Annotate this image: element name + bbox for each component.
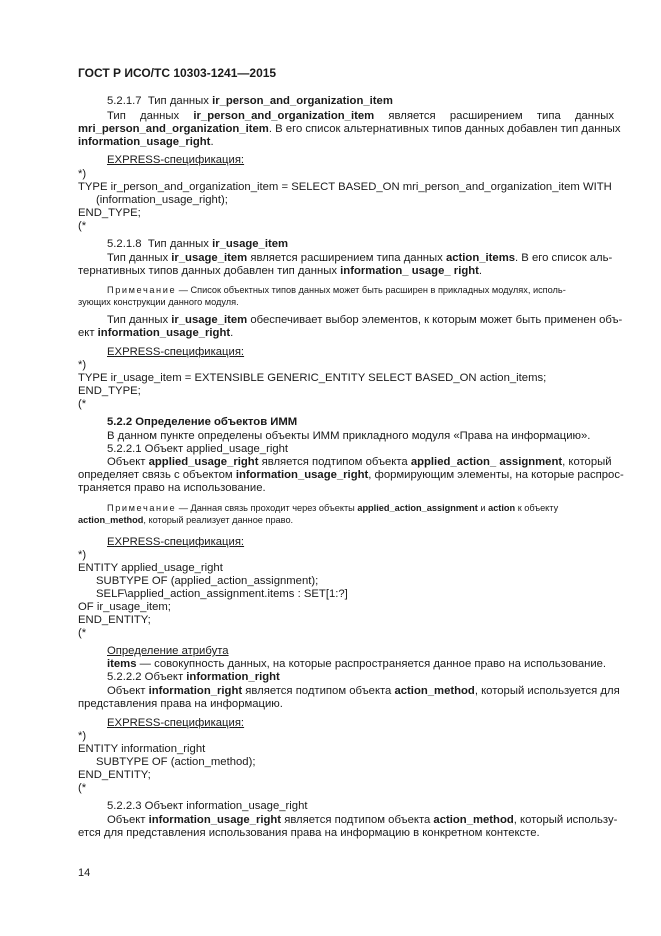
code1-line-2: (information_usage_right); [96,194,228,206]
code1-line-3: END_TYPE; [78,207,141,219]
code-open-3: *) [78,549,87,561]
express-spec-label-4: EXPRESS-спецификация: [107,717,245,729]
section-5-2-2-1-line-1: Объект applied_usage_right является подтипом объекта applied_action_ assignment, который [107,456,612,468]
code-open-2: *) [78,359,87,371]
code4-line-1: ENTITY information_right [78,743,206,755]
express-spec-label-3: EXPRESS-спецификация: [107,536,245,548]
section-5-2-1-7-line-2: mri_person_and_organization_item. В его список альтернативных типов данных добавлен тип данных [78,123,621,135]
section-5-2-2-1-line-3: траняется право на использование. [78,482,266,494]
section-5-2-2-1-line-2: определяет связь с объектом information_usage_right, формирующим элементы, на которые распрос- [78,469,624,481]
note-2-line-1: Примечание — Данная связь проходит через объекты applied_action_assignment и action к объекту [107,503,559,513]
code3-line-2: SUBTYPE OF (applied_action_assignment); [96,575,319,587]
express-spec-label-1: EXPRESS-спецификация: [107,154,245,166]
code-open-4: *) [78,730,87,742]
section-5-2-1-7-title: 5.2.1.7 Тип данных ir_person_and_organization_item [107,95,393,107]
note-1-line-1: Примечание — Список объектных типов данных может быть расширен в прикладных модулях, исполь- [107,285,566,295]
code1-line-1: TYPE ir_person_and_organization_item = SELECT BASED_ON mri_person_and_organization_item WITH [78,181,612,193]
code2-line-1: TYPE ir_usage_item = EXTENSIBLE GENERIC_ENTITY SELECT BASED_ON action_items; [78,372,547,384]
section-5-2-1-8-line-2: тернативных типов данных добавлен тип данных information_ usage_ right. [78,265,483,277]
page-number: 14 [78,867,91,879]
code3-line-3: SELF\applied_action_assignment.items : SET[1:?] [96,588,348,600]
section-5-2-1-8-p2-line-2: ект information_usage_right. [78,327,234,339]
attribute-definition-heading: Определение атрибута [107,645,229,657]
section-5-2-2-1-title: 5.2.2.1 Объект applied_usage_right [107,443,289,455]
code3-line-1: ENTITY applied_usage_right [78,562,223,574]
section-5-2-2-3-line-1: Объект information_usage_right является подтипом объекта action_method, который использу- [107,814,618,826]
section-5-2-1-8-title: 5.2.1.8 Тип данных ir_usage_item [107,238,289,250]
code4-line-2: SUBTYPE OF (action_method); [96,756,256,768]
attribute-items-definition: items — совокупность данных, на которые распространяется данное право на использование. [107,658,607,670]
section-5-2-1-8-line-1: Тип данных ir_usage_item является расширением типа данных action_items. В его список аль- [107,252,613,264]
section-5-2-2-2-line-1: Объект information_right является подтипом объекта action_method, который используется для [107,685,620,697]
section-5-2-2-title: 5.2.2 Определение объектов ИММ [107,416,298,428]
code-open-1: *) [78,168,87,180]
document-header: ГОСТ Р ИСО/ТС 10303-1241—2015 [78,66,277,80]
code4-line-3: END_ENTITY; [78,769,151,781]
section-5-2-1-8-p2-line-1: Тип данных ir_usage_item обеспечивает выбор элементов, к которым может быть применен объ- [107,314,623,326]
code2-line-2: END_TYPE; [78,385,141,397]
section-5-2-2-3-line-2: ется для представления использования права на информацию в конкретном контексте. [78,827,540,839]
code3-line-5: END_ENTITY; [78,614,151,626]
code-close-2: (* [78,398,87,410]
section-5-2-2-3-title: 5.2.2.3 Объект information_usage_right [107,800,308,812]
code-close-1: (* [78,220,87,232]
section-5-2-1-7-line-3: information_usage_right. [78,136,214,148]
section-5-2-2-line-1: В данном пункте определены объекты ИММ прикладного модуля «Права на информацию». [107,430,591,442]
code-close-3: (* [78,627,87,639]
section-5-2-2-2-title: 5.2.2.2 Объект information_right [107,671,280,683]
note-1-line-2: зующих конструкции данного модуля. [78,297,239,307]
express-spec-label-2: EXPRESS-спецификация: [107,346,245,358]
code3-line-4: OF ir_usage_item; [78,601,171,613]
note-2-line-2: action_method, который реализует данное право. [78,515,294,525]
section-5-2-2-2-line-2: представления права на информацию. [78,698,283,710]
section-5-2-1-7-line-1: Тип данных ir_person_and_organization_item является расширением типа данных [107,110,615,122]
code-close-4: (* [78,782,87,794]
